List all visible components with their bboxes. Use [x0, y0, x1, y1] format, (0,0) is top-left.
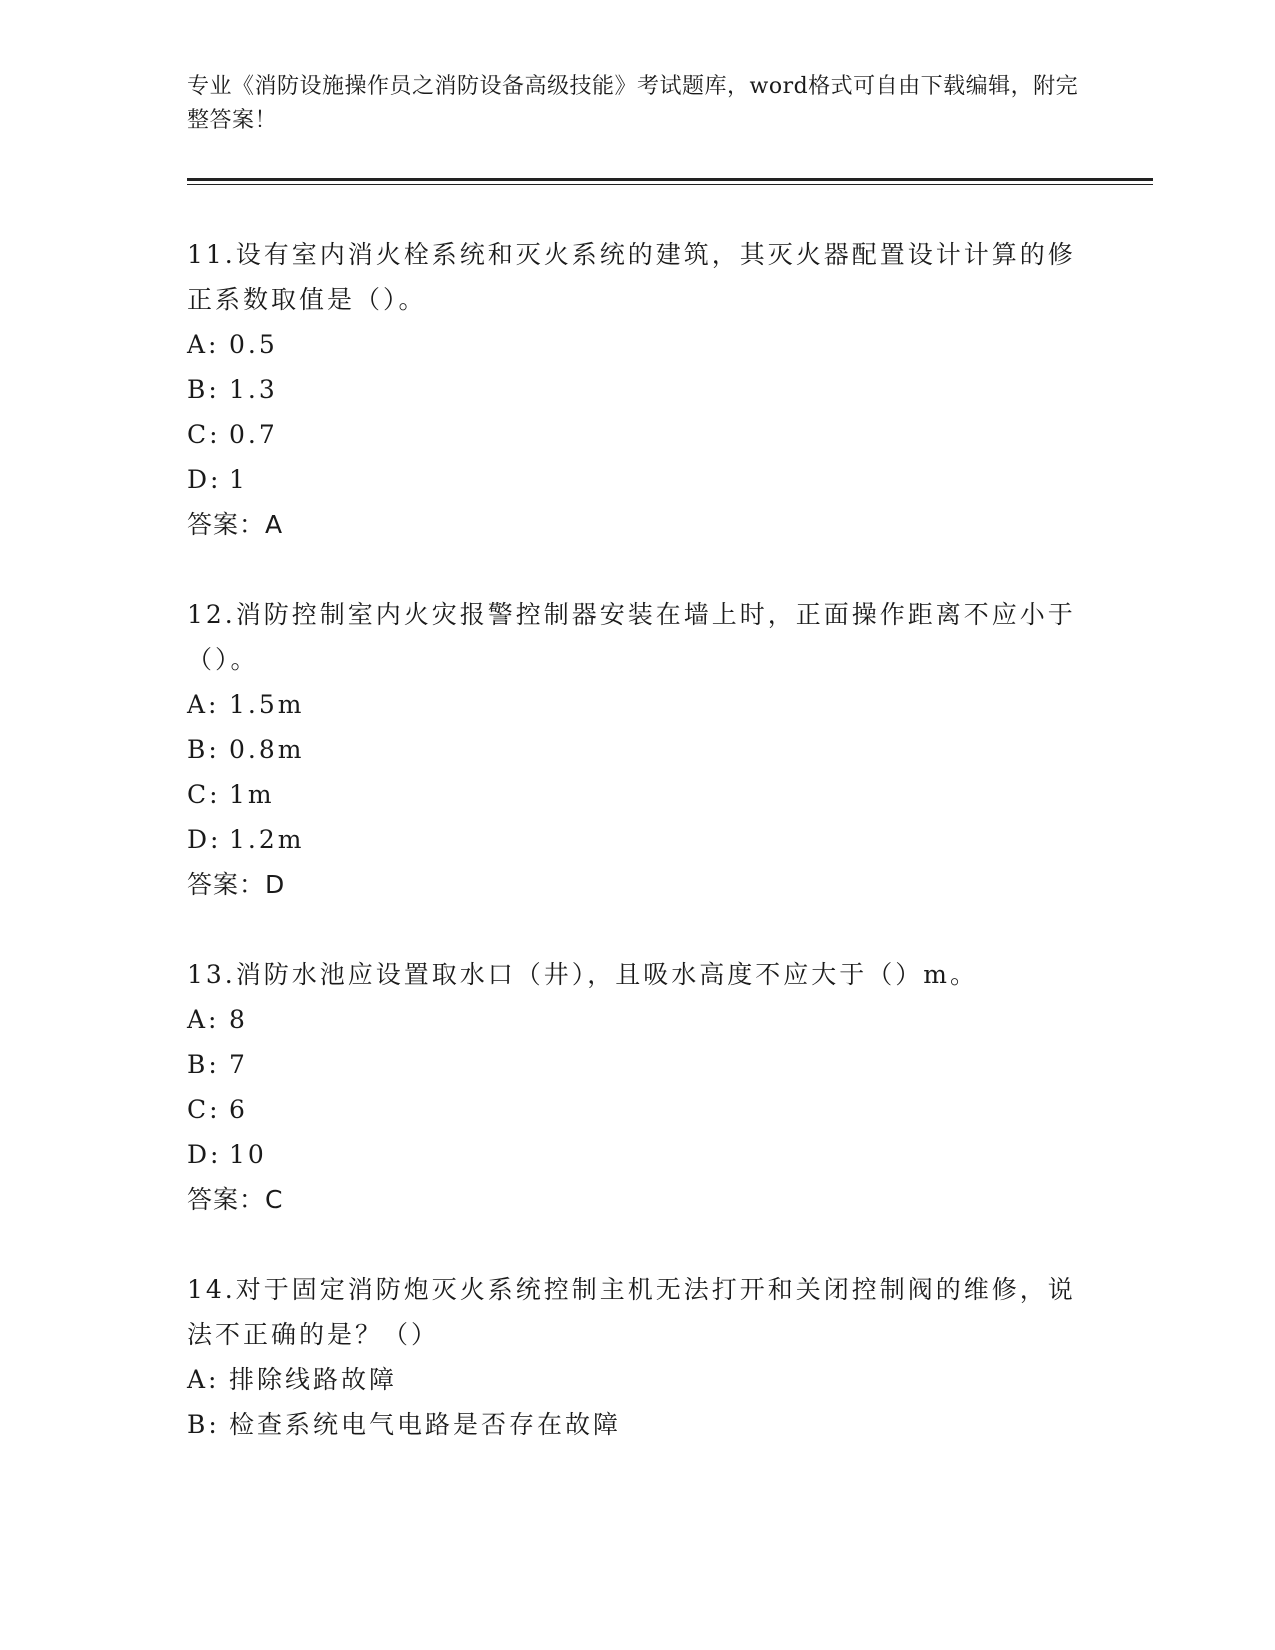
answer: 答案：C: [187, 1185, 284, 1214]
option-key: B:: [187, 1050, 220, 1079]
question-stem: 14.对于固定消防炮灭火系统控制主机无法打开和关闭控制阀的维修，说法不正确的是？（）: [187, 1275, 1076, 1349]
option-c: [187, 412, 1087, 457]
answer: 答案：A: [187, 510, 284, 539]
option-text: 检查系统电气电路是否存在故障: [229, 1410, 622, 1439]
option-b: [187, 1402, 1087, 1447]
option-d: [187, 817, 1087, 862]
option-a: [187, 997, 1087, 1042]
option-text: 1.5m: [229, 690, 305, 719]
option-b: [187, 367, 1087, 412]
question-stem: 11.设有室内消火栓系统和灭火系统的建筑，其灭火器配置设计计算的修正系数取值是（）。: [187, 240, 1076, 314]
question-13: [187, 952, 1087, 1222]
question-list: [187, 232, 1087, 1492]
document-header: 专业《消防设施操作员之消防设备高级技能》考试题库，word格式可自由下载编辑，附完整答案！: [187, 74, 1079, 133]
option-text: 7: [229, 1050, 248, 1079]
option-key: A:: [187, 330, 220, 359]
option-key: D:: [187, 1140, 222, 1169]
option-b: [187, 727, 1087, 772]
option-text: 0.5: [229, 330, 278, 359]
question-11: [187, 232, 1087, 547]
option-a: [187, 682, 1087, 727]
option-text: 10: [229, 1140, 267, 1169]
option-text: 1m: [229, 780, 275, 809]
option-key: D:: [187, 825, 222, 854]
option-text: 0.7: [229, 420, 278, 449]
header-divider-thin: [187, 184, 1153, 185]
option-key: B:: [187, 375, 220, 404]
option-key: A:: [187, 1365, 220, 1394]
option-a: [187, 322, 1087, 367]
option-key: B:: [187, 735, 220, 764]
question-stem: 12.消防控制室内火灾报警控制器安装在墙上时，正面操作距离不应小于（）。: [187, 600, 1076, 674]
option-text: 0.8m: [229, 735, 305, 764]
option-text: 排除线路故障: [229, 1365, 398, 1394]
option-text: 6: [229, 1095, 248, 1124]
option-key: C:: [187, 1095, 221, 1124]
option-key: B:: [187, 1410, 220, 1439]
option-d: [187, 1132, 1087, 1177]
option-text: 1.3: [229, 375, 278, 404]
option-c: [187, 772, 1087, 817]
option-text: 8: [229, 1005, 248, 1034]
question-stem: 13.消防水池应设置取水口（井），且吸水高度不应大于（）m。: [187, 960, 978, 989]
option-key: C:: [187, 420, 221, 449]
option-key: D:: [187, 465, 222, 494]
option-d: [187, 457, 1087, 502]
option-text: 1.2m: [229, 825, 305, 854]
option-key: A:: [187, 1005, 220, 1034]
question-14: [187, 1267, 1087, 1447]
option-text: 1: [229, 465, 248, 494]
answer: 答案：D: [187, 870, 286, 899]
option-b: [187, 1042, 1087, 1087]
option-key: C:: [187, 780, 221, 809]
option-a: [187, 1357, 1087, 1402]
header-divider-thick: [187, 178, 1153, 181]
option-c: [187, 1087, 1087, 1132]
option-key: A:: [187, 690, 220, 719]
question-12: [187, 592, 1087, 907]
